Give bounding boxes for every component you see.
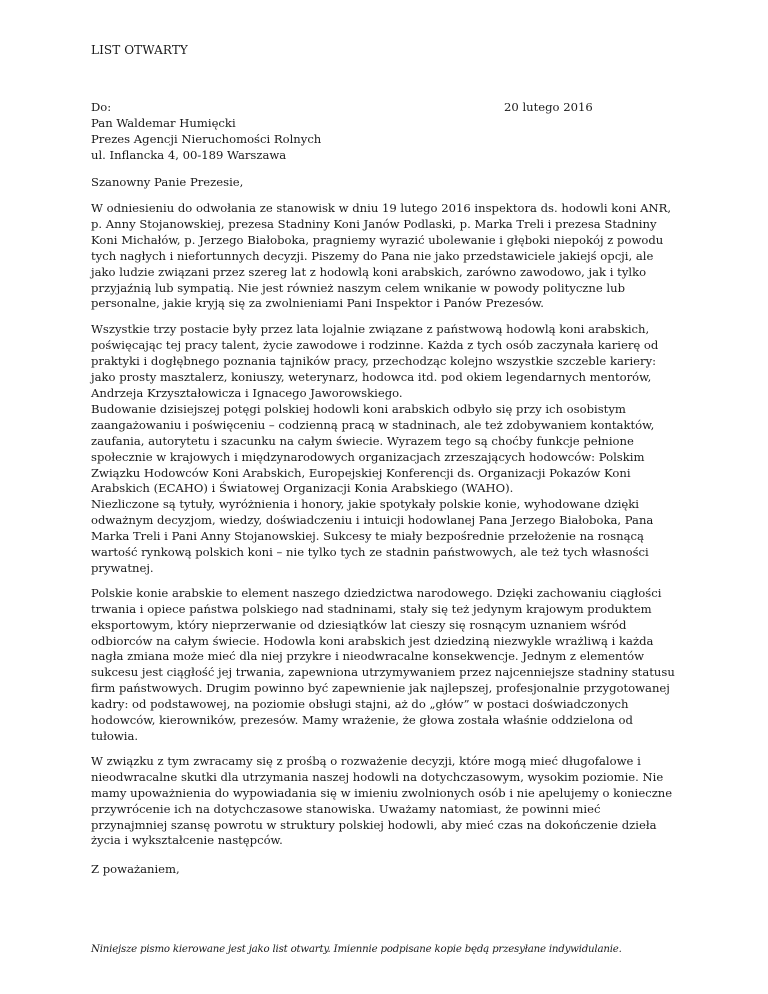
salutation: Szanowny Panie Prezesie,	[91, 175, 244, 189]
letter-date: 20 lutego 2016	[504, 100, 593, 114]
address-line: Prezes Agencji Nieruchomości Rolnych	[91, 131, 322, 146]
address-line: ul. Inflancka 4, 00-189 Warszawa	[91, 147, 287, 162]
paragraph: W odniesieniu do odwołania ze stanowisk w dniu 19 lutego 2016 inspektora ds. hodowli koni ANR, p. Anny Stojanowskiej, prezesa Stadniny Koni Janów Podlaski, p. Marka Treli i prezesa Stadniny Koni Michałów, p. Jerzego Białoboka, pragniemy wyrazić ubolewanie i głęboki niepokój z powodu tych nagłych i niefortunnych decyzji. Piszemy do Pana nie jako przedstawiciele jakiejś opcji, ale jako ludzie związani przez szereg lat z hodowlą koni arabskich, zarówno zawodowo, jak i tylko przyjaźnią lub sympatią. Nie jest również naszym celem wnikanie w powody polityczne lub personalne, jakie kryją się za zwolnieniami Pani Inspektor i Panów Prezesów.	[91, 201, 672, 311]
closing-phrase: Z poważaniem,	[91, 862, 180, 876]
paragraph: Niezliczone są tytuły, wyróżnienia i honory, jakie spotykały polskie konie, wyhodowane dzięki odważnym decyzjom, wiedzy, doświadczeniu i intuicji hodowlanej Pana Jerzego Białoboka, Pana Marka Treli i Pani Anny Stojanowskiej. Sukcesy te miały bezpośrednie przełożenie na rosnącą wartość rynkową polskich koni – nie tylko tych ze stadnin państwowych, ale też tych własności prywatnej.	[91, 497, 654, 575]
address-line: Do:	[91, 100, 112, 114]
paragraph: W związku z tym zwracamy się z prośbą o rozważenie decyzji, które mogą mieć długofalowe i nieodwracalne skutki dla utrzymania naszej hodowli na dotychczasowym, wysokim poziomie. Nie mamy upoważnienia do wypowiadania się w imieniu zwolnionych osób i nie apelujemy o konieczne przywrócenie ich na dotychczasowe stanowiska. Uważamy natomiast, że powinni mieć przynajmniej szansę powrotu w struktury polskiej hodowli, aby mieć czas na dokończenie dzieła życia i wykształcenie następców.	[91, 753, 673, 848]
address-line: Pan Waldemar Humięcki	[91, 115, 236, 130]
letter-body	[91, 201, 677, 858]
recipient-address	[91, 100, 511, 164]
letter-title: LIST OTWARTY	[91, 43, 188, 57]
paragraph: Wszystkie trzy postacie były przez lata lojalnie związane z państwową hodowlą koni arabskich, poświęcając tej pracy talent, życie zawodowe i rodzinne. Każda z tych osób zaczynała karierę od praktyki i dogłębnego poznania tajników pracy, przechodząc kolejno wszystkie szczeble kariery: jako prosty masztalerz, koniuszy, weterynarz, hodowca itd. pod okiem legendarnych mentorów, Andrzeja Krzyształowicza i Ignacego Jaworowskiego.	[91, 322, 659, 400]
paragraph: Budowanie dzisiejszej potęgi polskiej hodowli koni arabskich odbyło się przy ich osobistym zaangażowaniu i poświęceniu – codzienną pracą w stadninach, ale też zdobywaniem kontaktów, zaufania, autorytetu i szacunku na całym świecie. Wyrazem tego są choćby funkcje pełnione społecznie w krajowych i międzynarodowych organizacjach zrzeszających hodowców: Polskim Związku Hodowców Koni Arabskich, Europejskiej Konferencji ds. Organizacji Pokazów Koni Arabskich (ECAHO) i Światowej Organizacji Konia Arabskiego (WAHO).	[91, 401, 655, 496]
paragraph-group	[91, 322, 677, 577]
footer-note: Niniejsze pismo kierowane jest jako list otwarty. Imiennie podpisane kopie będą przesyłane indywidulanie.	[91, 944, 622, 955]
paragraph: Polskie konie arabskie to element naszego dziedzictwa narodowego. Dzięki zachowaniu ciągłości trwania i opiece państwa polskiego nad stadninami, stały się też jedynym krajowym produktem eksportowym, który nieprzerwanie od dziesiątków lat cieszy się rosnącym uznaniem wśród odbiorców na całym świecie. Hodowla koni arabskich jest dziedziną niezwykle wrażliwą i każda nagła zmiana może mieć dla niej przykre i nieodwracalne konsekwencje. Jednym z elementów sukcesu jest ciągłość jej trwania, zapewniona utrzymywaniem przez najcenniejsze stadniny statusu firm państwowych. Drugim powinno być zapewnienie jak najlepszej, profesjonalnie przygotowanej kadry: od podstawowej, na poziomie obsługi stajni, aż do „głów” w postaci doświadczonych hodowców, kierowników, prezesów. Mamy wrażenie, że głowa została właśnie oddzielona od tułowia.	[91, 585, 675, 743]
